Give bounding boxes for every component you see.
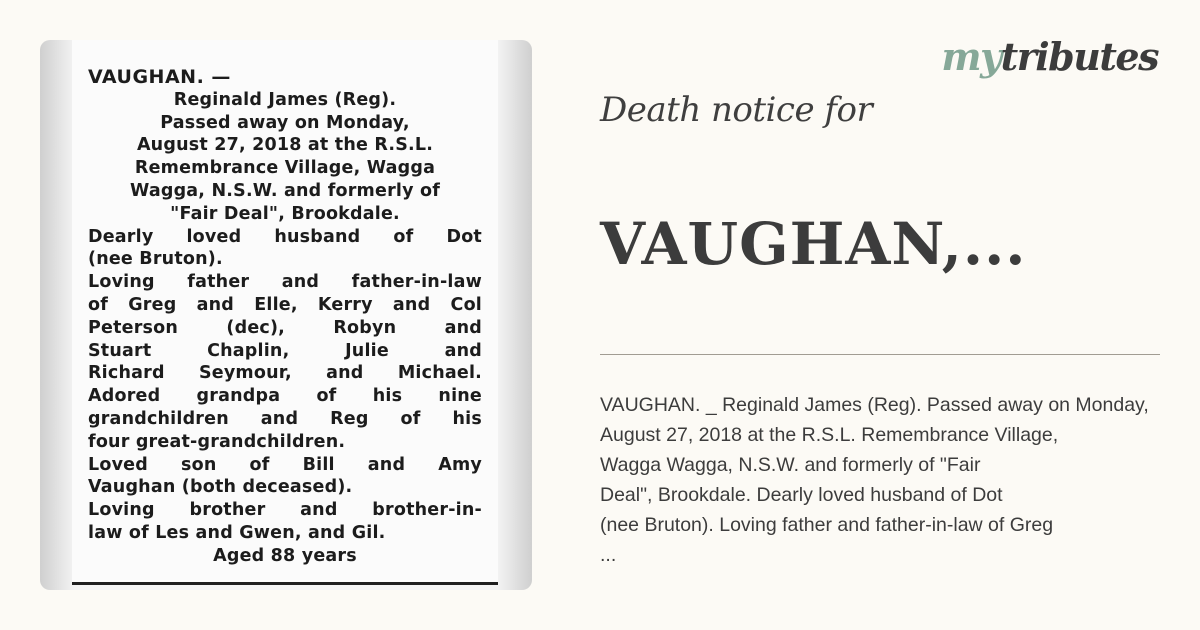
clipping-line: Peterson (dec), Robyn and <box>88 317 482 338</box>
clipping-line: Wagga, N.S.W. and formerly of <box>129 180 441 201</box>
clipping-line: "Fair Deal", Brookdale. <box>170 203 400 224</box>
excerpt-line: (nee Bruton). Loving father and father-in-law of Greg <box>600 514 1054 536</box>
clipping-line: law of Les and Gwen, and Gil. <box>88 522 386 543</box>
clipping-line: Vaughan (both deceased). <box>88 477 353 498</box>
clipping-line: (nee Bruton). <box>88 249 223 270</box>
divider <box>600 354 1160 355</box>
excerpt-line: Wagga Wagga, N.S.W. and formerly of "Fair <box>600 454 981 476</box>
clipping-text <box>88 66 482 568</box>
clipping-line: Loving brother and brother-in- <box>88 500 482 521</box>
clipping-line: Adored grandpa of his nine <box>88 386 482 407</box>
clipping-line: Richard Seymour, and Michael. <box>88 363 482 384</box>
clipping-line: Remembrance Village, Wagga <box>134 158 436 179</box>
excerpt-line: ... <box>600 544 617 566</box>
clipping-line: four great-grandchildren. <box>88 431 346 452</box>
clipping-line: Passed away on Monday, <box>160 112 410 133</box>
logo-tributes: tributes <box>1000 34 1158 79</box>
clipping-line: of Greg and Elle, Kerry and Col <box>88 294 482 315</box>
excerpt-line: VAUGHAN. _ Reginald James (Reg). Passed away on Monday, <box>600 394 1149 416</box>
page-subtitle: Death notice for <box>600 90 873 130</box>
clipping-line: Loved son of Bill and Amy <box>88 454 482 475</box>
logo-my: my <box>941 34 1001 79</box>
excerpt-line: August 27, 2018 at the R.S.L. Remembrance Village, <box>600 424 1059 446</box>
clipping-heading: VAUGHAN. — <box>88 66 231 88</box>
clipping-line: August 27, 2018 at the R.S.L. <box>136 135 434 156</box>
clipping-line: Loving father and father-in-law <box>88 272 482 293</box>
clipping-line: Reginald James (Reg). <box>173 89 397 110</box>
notice-excerpt <box>600 390 1200 570</box>
clipping-line: Stuart Chaplin, Julie and <box>88 340 482 361</box>
excerpt-line: Deal", Brookdale. Dearly loved husband of Dot <box>600 484 1003 506</box>
mytributes-logo[interactable] <box>941 34 1158 79</box>
clipping-line: Aged 88 years <box>213 545 357 566</box>
clipping-line: grandchildren and Reg of his <box>88 408 482 429</box>
clipping-line: Dearly loved husband of Dot <box>88 226 482 247</box>
notice-clipping-image <box>40 40 532 590</box>
deceased-name: VAUGHAN,... <box>600 210 1027 278</box>
newspaper-clipping <box>72 40 498 585</box>
